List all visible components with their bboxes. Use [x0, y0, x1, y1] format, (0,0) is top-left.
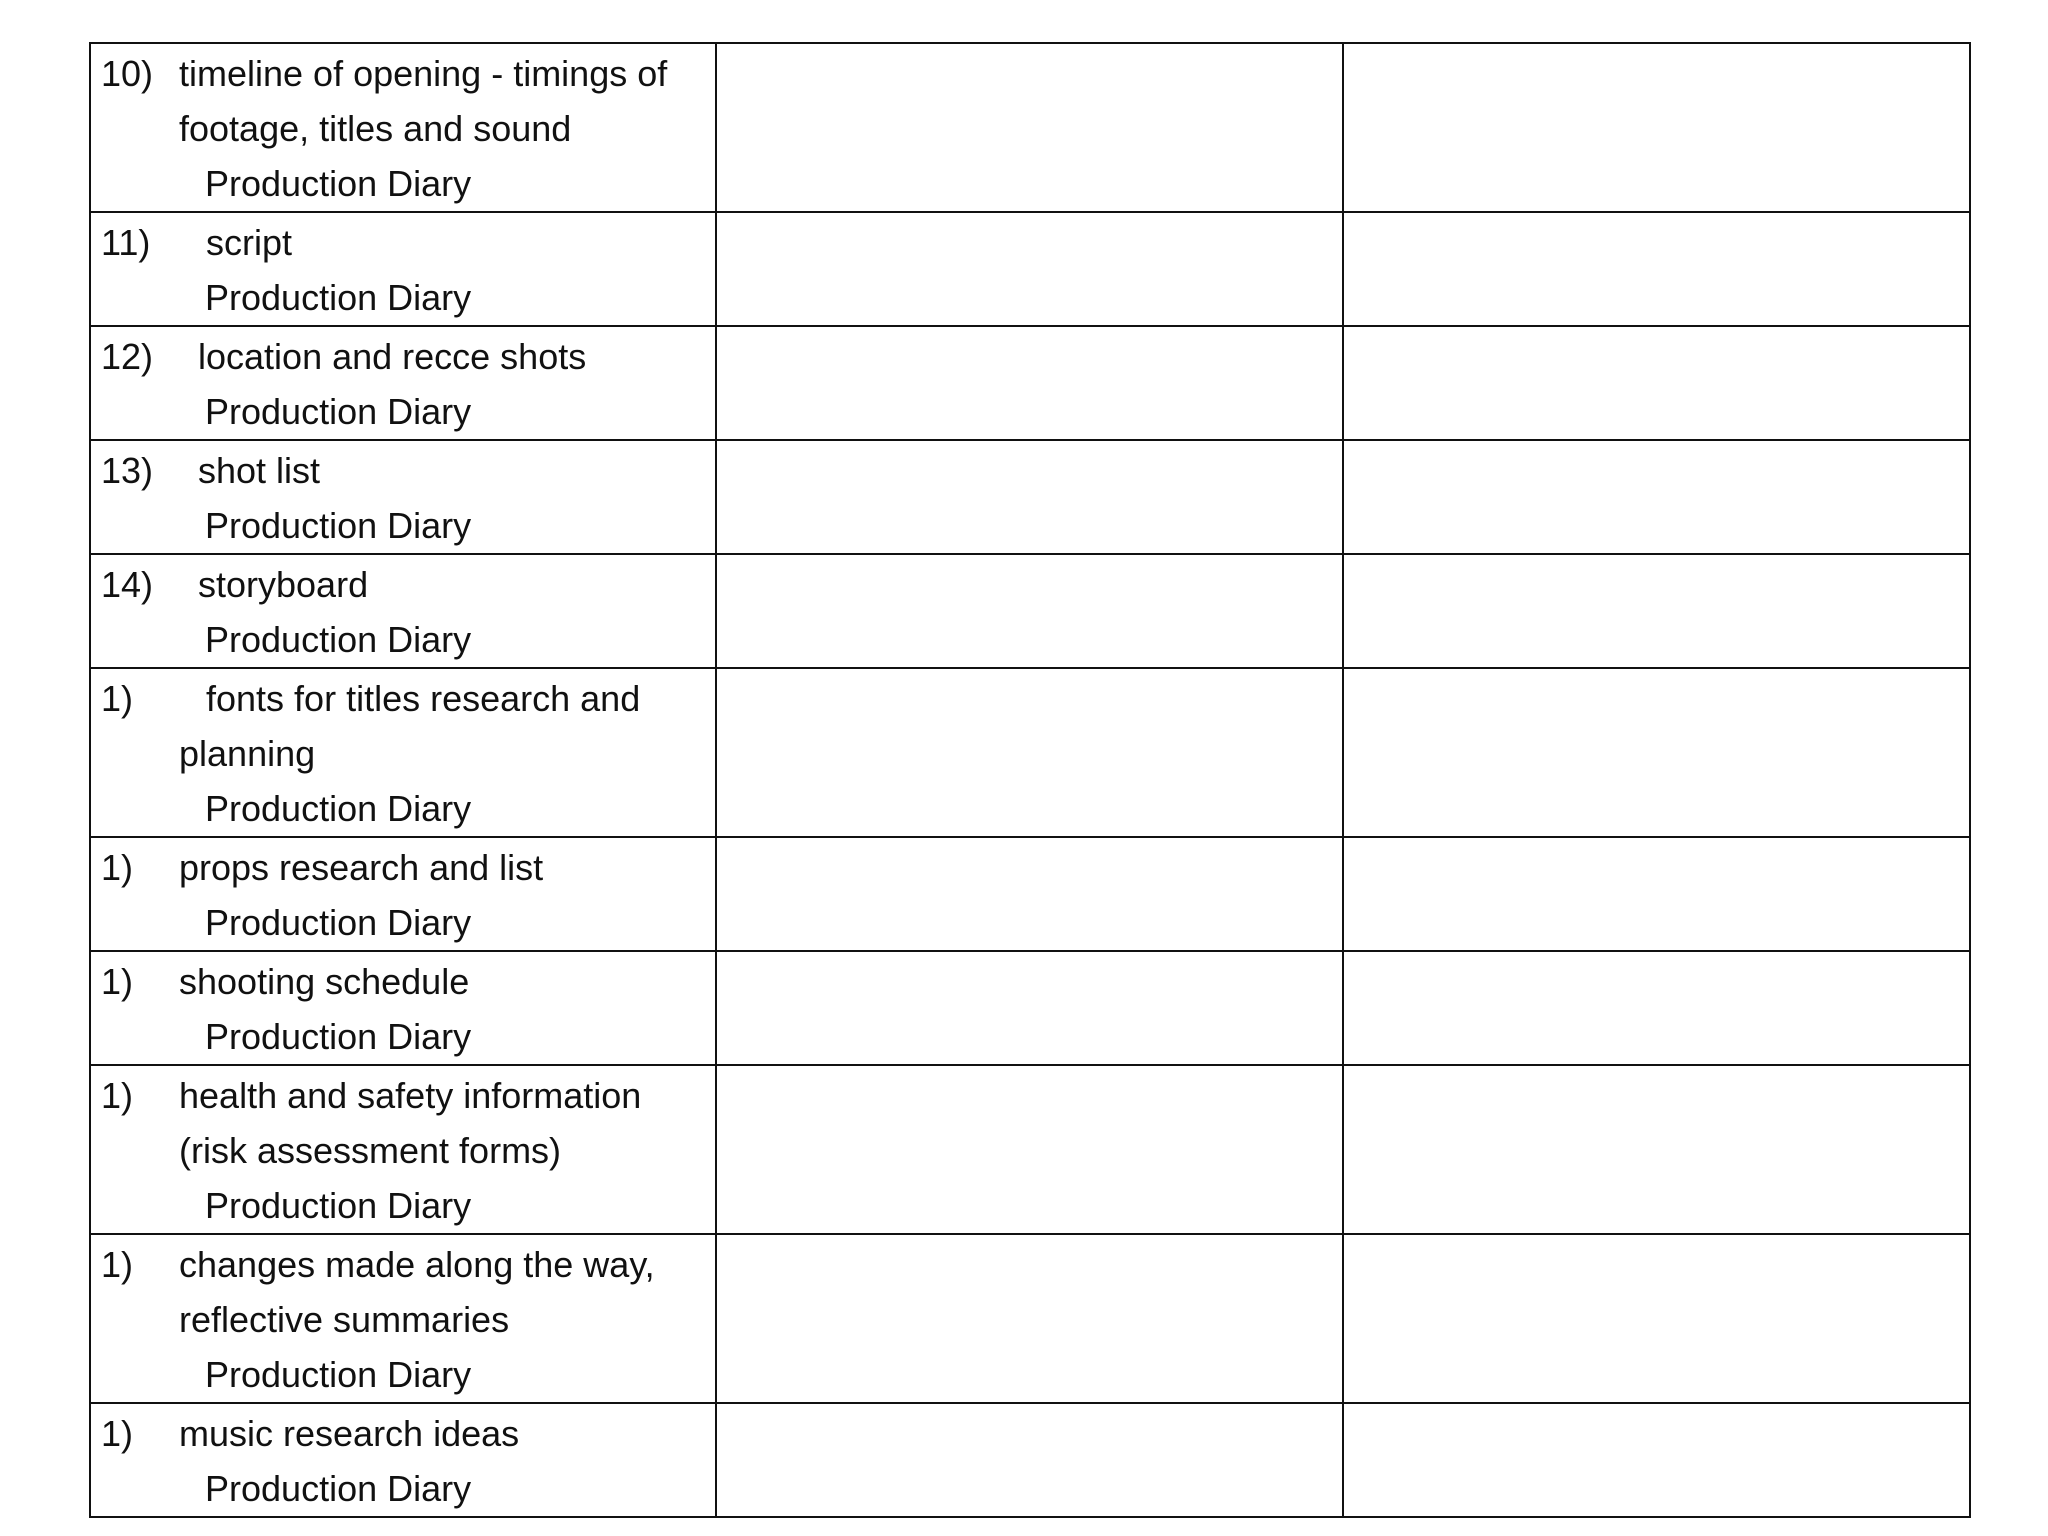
task-title-text: health and safety information — [179, 1075, 642, 1116]
empty-cell-right[interactable] — [1343, 440, 1970, 554]
task-title-continued: footage, titles and sound — [179, 108, 572, 149]
empty-cell-right[interactable] — [1343, 554, 1970, 668]
task-title — [91, 557, 715, 612]
task-number: 11) — [101, 222, 151, 263]
table-row — [90, 326, 1970, 440]
empty-cell-middle[interactable] — [716, 554, 1343, 668]
task-title-text: props research and list — [179, 847, 544, 888]
empty-cell-right[interactable] — [1343, 668, 1970, 837]
empty-cell-middle[interactable] — [716, 326, 1343, 440]
empty-cell-right[interactable] — [1343, 837, 1970, 951]
empty-cell-right[interactable] — [1343, 1065, 1970, 1234]
task-number: 13) — [101, 450, 154, 491]
table-row — [90, 43, 1970, 212]
task-title-text: location and recce shots — [198, 336, 587, 377]
task-cell — [90, 1403, 716, 1517]
task-cell — [90, 212, 716, 326]
empty-cell-middle[interactable] — [716, 212, 1343, 326]
task-number: 1) — [101, 961, 134, 1002]
empty-cell-right[interactable] — [1343, 326, 1970, 440]
production-diary-label: Production Diary — [205, 391, 472, 432]
task-cell — [90, 554, 716, 668]
task-title — [91, 954, 715, 1009]
task-number: 14) — [101, 564, 154, 605]
empty-cell-right[interactable] — [1343, 1234, 1970, 1403]
production-diary-label: Production Diary — [205, 505, 472, 546]
empty-cell-right[interactable] — [1343, 1403, 1970, 1517]
table-row — [90, 1403, 1970, 1517]
table-row — [90, 554, 1970, 668]
task-title-continued: (risk assessment forms) — [179, 1130, 562, 1171]
production-diary-label: Production Diary — [205, 1468, 472, 1509]
task-title — [91, 671, 715, 726]
table-row — [90, 668, 1970, 837]
task-cell — [90, 951, 716, 1065]
empty-cell-middle[interactable] — [716, 1403, 1343, 1517]
task-cell — [90, 1065, 716, 1234]
production-diary-label: Production Diary — [205, 1185, 472, 1226]
task-title-text: script — [206, 222, 293, 263]
production-checklist-table — [89, 42, 1971, 1518]
table-row — [90, 1234, 1970, 1403]
task-title — [91, 215, 715, 270]
task-title-continued: planning — [179, 733, 316, 774]
empty-cell-right[interactable] — [1343, 212, 1970, 326]
task-title — [91, 46, 715, 101]
task-title-text: timeline of opening - timings of — [179, 53, 668, 94]
task-title-text: storyboard — [198, 564, 369, 605]
task-title — [91, 443, 715, 498]
production-diary-label: Production Diary — [205, 163, 472, 204]
task-cell — [90, 1234, 716, 1403]
table-row — [90, 440, 1970, 554]
table-row — [90, 1065, 1970, 1234]
task-title — [91, 1237, 715, 1292]
task-number: 1) — [101, 1413, 134, 1454]
empty-cell-middle[interactable] — [716, 440, 1343, 554]
empty-cell-middle[interactable] — [716, 1234, 1343, 1403]
empty-cell-middle[interactable] — [716, 668, 1343, 837]
task-title-text: fonts for titles research and — [206, 678, 641, 719]
task-title-text: shot list — [198, 450, 321, 491]
table-row — [90, 837, 1970, 951]
empty-cell-middle[interactable] — [716, 951, 1343, 1065]
task-title — [91, 1406, 715, 1461]
empty-cell-middle[interactable] — [716, 43, 1343, 212]
task-title-text: changes made along the way, — [179, 1244, 655, 1285]
task-number: 1) — [101, 678, 134, 719]
task-number: 10) — [101, 53, 154, 94]
empty-cell-right[interactable] — [1343, 43, 1970, 212]
task-title-continued: reflective summaries — [179, 1299, 510, 1340]
task-cell — [90, 326, 716, 440]
production-diary-label: Production Diary — [205, 1354, 472, 1395]
task-cell — [90, 837, 716, 951]
table-row — [90, 951, 1970, 1065]
task-cell — [90, 43, 716, 212]
production-diary-label: Production Diary — [205, 619, 472, 660]
checklist-table-body — [90, 43, 1970, 1517]
task-number: 1) — [101, 1244, 134, 1285]
production-diary-label: Production Diary — [205, 902, 472, 943]
task-number: 1) — [101, 1075, 134, 1116]
empty-cell-middle[interactable] — [716, 837, 1343, 951]
task-number: 1) — [101, 847, 134, 888]
task-title — [91, 1068, 715, 1123]
task-cell — [90, 668, 716, 837]
production-diary-label: Production Diary — [205, 788, 472, 829]
production-diary-label: Production Diary — [205, 1016, 472, 1057]
empty-cell-right[interactable] — [1343, 951, 1970, 1065]
task-title — [91, 329, 715, 384]
task-title-text: shooting schedule — [179, 961, 470, 1002]
task-title-text: music research ideas — [179, 1413, 520, 1454]
empty-cell-middle[interactable] — [716, 1065, 1343, 1234]
task-cell — [90, 440, 716, 554]
task-number: 12) — [101, 336, 154, 377]
production-diary-label: Production Diary — [205, 277, 472, 318]
table-row — [90, 212, 1970, 326]
task-title — [91, 840, 715, 895]
